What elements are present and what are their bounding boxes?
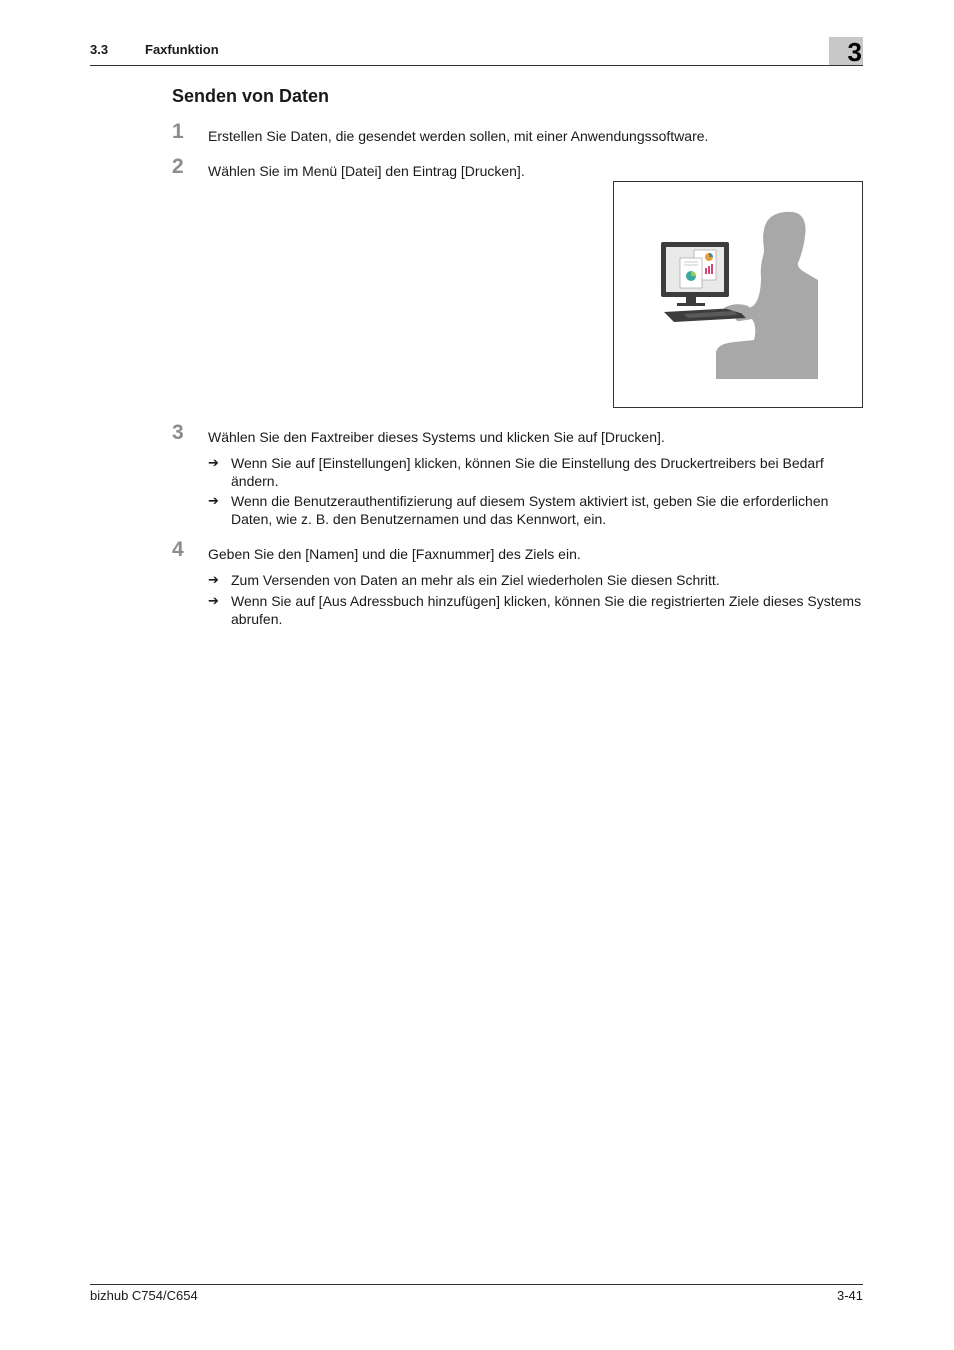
arrow-icon: ➔ — [208, 493, 219, 508]
header-section-title: Faxfunktion — [145, 42, 219, 57]
footer-page-number: 3-41 — [836, 1288, 863, 1303]
monitor-neck — [686, 297, 696, 304]
bullet-text: Wenn die Benutzerauthentifizierung auf diesem System aktiviert ist, geben Sie die erforderlichen Daten, wie z. B. den Benutzernamen und das Kennwort, ein. — [231, 493, 829, 527]
bullet-text: Wenn Sie auf [Aus Adressbuch hinzufügen] klicken, können Sie die registrierten Ziele dieses Systems abrufen. — [231, 593, 862, 627]
step-text-3: Wählen Sie den Faxtreiber dieses Systems und klicken Sie auf [Drucken]. — [208, 429, 665, 445]
chapter-badge — [829, 37, 863, 65]
arrow-icon: ➔ — [208, 572, 219, 587]
step-number-1: 1 — [172, 120, 184, 143]
bar-icon-1 — [705, 268, 707, 274]
bar-icon-2 — [708, 266, 710, 274]
step-3-bullet-1 — [208, 454, 863, 490]
person-silhouette — [716, 212, 818, 379]
step-number-2: 2 — [172, 155, 184, 178]
header-rule — [90, 65, 863, 66]
monitor-base — [677, 303, 705, 306]
bar-icon-3 — [711, 264, 713, 274]
arrow-icon: ➔ — [208, 593, 219, 608]
arrow-icon: ➔ — [208, 455, 219, 470]
chapter-number: 3 — [847, 37, 862, 67]
step-text-2: Wählen Sie im Menü [Datei] den Eintrag [Drucken]. — [208, 163, 525, 179]
step-number-4: 4 — [172, 538, 184, 561]
step-4-bullet-2 — [208, 592, 863, 628]
footer-rule — [90, 1284, 863, 1285]
page-title: Senden von Daten — [172, 86, 330, 106]
footer-product: bizhub C754/C654 — [90, 1288, 198, 1303]
step-text-1: Erstellen Sie Daten, die gesendet werden sollen, mit einer Anwendungssoftware. — [208, 128, 709, 144]
step-3-bullet-2 — [208, 492, 863, 528]
step-4-bullet-1 — [208, 571, 863, 589]
step-text-4: Geben Sie den [Namen] und die [Faxnummer] des Ziels ein. — [208, 546, 581, 562]
step-number-3: 3 — [172, 421, 184, 444]
person-at-computer-illustration — [614, 182, 862, 407]
illustration-frame — [613, 181, 863, 408]
bullet-text: Zum Versenden von Daten an mehr als ein Ziel wiederholen Sie diesen Schritt. — [231, 572, 720, 588]
header-section-number: 3.3 — [90, 42, 109, 57]
bullet-text: Wenn Sie auf [Einstellungen] klicken, können Sie die Einstellung des Druckertreibers bei Bedarf ändern. — [231, 455, 824, 489]
